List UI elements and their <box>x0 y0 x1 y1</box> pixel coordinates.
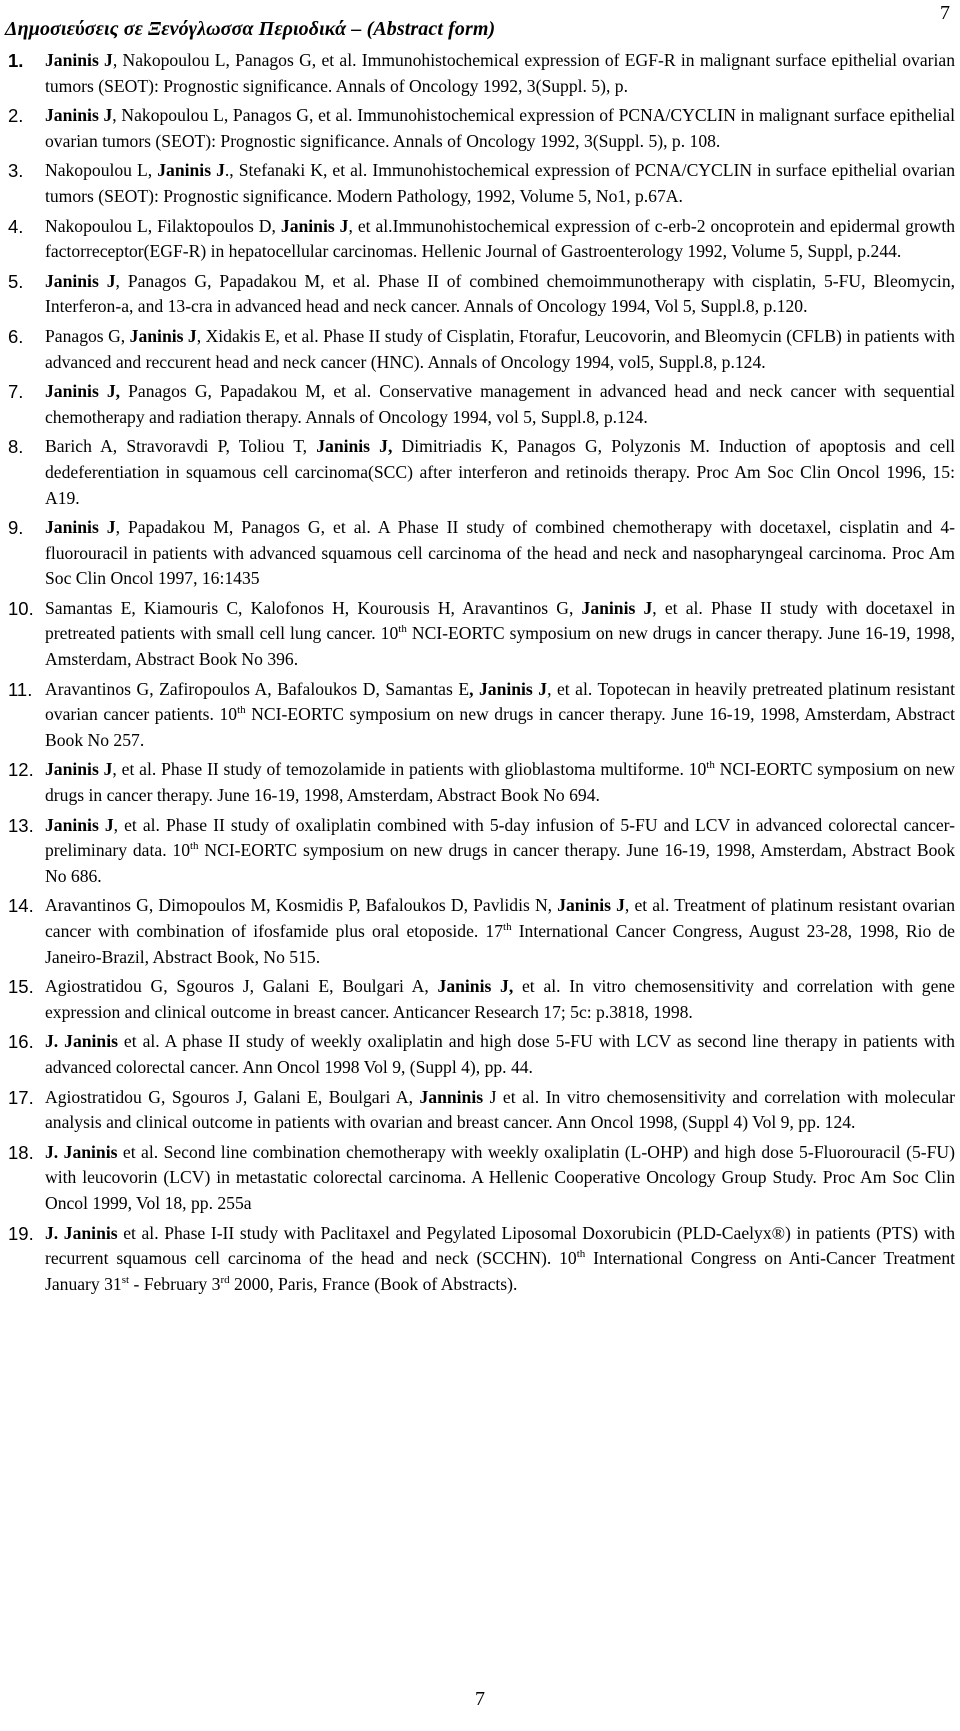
reference-item <box>5 515 955 592</box>
reference-text: , et al. Phase II study with docetaxel in pretreated patients with small cell lung cancer. 10 <box>45 597 955 644</box>
reference-text: NCI-EORTC symposium on new drugs in cancer therapy. June 16-19, 1998, Amsterdam, Abstract Book No 686. <box>45 840 955 886</box>
reference-number: 1. <box>8 50 24 71</box>
reference-text: , Papadakou M, Panagos G, et al. A Phase II study of combined chemotherapy with docetaxel, cisplatin and 4-fluorouracil in patients with advanced squamous cell carcinoma of the head and neck and nasopharyngeal carcinoma. Proc Am Soc Clin Oncol 1997, 16:1435 <box>45 517 955 589</box>
reference-text: - February 3 <box>129 1273 221 1294</box>
reference-text: Panagos G, Papadakou M, et al. Conservative management in advanced head and neck cancer with sequential chemotherapy and radiation therapy. Annals of Oncology 1994, vol 5, Suppl.8, p.124. <box>45 381 955 427</box>
page-number-bottom: 7 <box>475 1688 485 1710</box>
reference-text: et al. Phase I-II study with Paclitaxel and Pegylated Liposomal Doxorubicin (PLD-Caelyx®) in patients (PTS) with recurrent squamous cell carcinoma of the head and neck (SCCHN). 10 <box>45 1222 955 1269</box>
reference-item <box>5 1085 955 1136</box>
author-highlight: Janinis J <box>129 325 197 346</box>
reference-text: International Congress on Anti-Cancer Treatment January 31 <box>45 1248 956 1294</box>
ordinal-suffix: rd <box>220 1273 230 1286</box>
reference-number: 2. <box>8 105 24 127</box>
reference-text: , et al. Phase II study of oxaliplatin combined with 5-day infusion of 5-FU and LCV in advanced colorectal cancer-preliminary data. 10 <box>45 814 955 861</box>
ordinal-suffix: th <box>398 623 407 636</box>
author-highlight: Janinis J <box>45 105 113 126</box>
reference-number: 19. <box>8 1222 34 1244</box>
reference-item <box>5 596 955 673</box>
author-highlight: J. Janinis <box>45 1031 118 1052</box>
reference-item <box>5 974 955 1025</box>
ordinal-suffix: th <box>503 921 512 934</box>
author-highlight: J. Janinis <box>45 1141 118 1162</box>
reference-item <box>5 324 955 375</box>
reference-item <box>5 893 955 970</box>
ordinal-suffix: th <box>237 704 246 717</box>
reference-text: Samantas E, Kiamouris C, Kalofonos H, Kourousis H, Aravantinos G, <box>45 597 582 618</box>
author-highlight: Janinis J, <box>437 976 514 997</box>
author-highlight: Janninis <box>419 1086 484 1107</box>
reference-item <box>5 269 955 320</box>
reference-text: Aravantinos G, Dimopoulos M, Kosmidis P, Bafaloukos D, Pavlidis N, <box>45 895 558 916</box>
ordinal-suffix: th <box>190 840 199 853</box>
reference-number: 4. <box>8 215 24 237</box>
reference-list <box>5 48 955 1301</box>
reference-text: NCI-EORTC symposium on new drugs in cancer therapy. June 16-19, 1998, Amsterdam, Abstract Book No 396. <box>45 623 955 670</box>
reference-text: et al. A phase II study of weekly oxaliplatin and high dose 5-FU with LCV as second line therapy in patients with advanced colorectal cancer. Ann Oncol 1998 Vol 9, (Suppl 4), pp. 44. <box>45 1031 955 1077</box>
reference-number: 10. <box>8 597 34 619</box>
reference-text: Nakopoulou L, Filaktopoulos D, <box>45 215 281 236</box>
reference-item <box>5 379 955 430</box>
reference-number: 14. <box>8 895 34 917</box>
author-highlight: Janinis J <box>557 895 625 916</box>
reference-text: NCI-EORTC symposium on new drugs in cancer therapy. June 16-19, 1998, Amsterdam, Abstract Book No 257. <box>45 704 955 750</box>
page-number-top: 7 <box>940 2 950 24</box>
author-highlight: Janinis J <box>45 50 113 70</box>
reference-text: Agiostratidou G, Sgouros J, Galani E, Boulgari A, <box>45 976 438 997</box>
author-highlight: J. Janinis <box>45 1222 118 1243</box>
reference-text: ., Stefanaki K, et al. Immunohistochemical expression of PCNA/CYCLIN in surface epithelial ovarian tumors (SEOT): Prognostic significance. Modern Pathology, 1992, Volume 5, No1, p.67A. <box>45 160 955 206</box>
ordinal-suffix: th <box>706 759 715 772</box>
reference-text: , et al. Treatment of platinum resistant ovarian cancer with combination of ifosfamide plus oral etoposide. 17 <box>45 895 955 941</box>
reference-number: 18. <box>8 1141 34 1163</box>
reference-item <box>5 214 955 265</box>
author-highlight: Janinis J, <box>45 381 121 402</box>
reference-number: 16. <box>8 1031 34 1053</box>
reference-item <box>5 158 955 209</box>
author-highlight: Janinis J <box>581 597 653 618</box>
reference-text: Panagos G, <box>45 325 130 346</box>
reference-item <box>5 757 955 808</box>
reference-text: et al. Second line combination chemotherapy with weekly oxaliplatin (L-OHP) and high dose 5-Fluorouracil (5-FU) with leucovorin (LCV) in metastatic colorectal carcinoma. A Hellenic Cooperative Oncology Group Study. Proc Am Soc Clin Oncol 1999, Vol 18, pp. 255a <box>45 1141 955 1213</box>
reference-text: Barich A, Stravoravdi P, Toliou T, <box>45 436 317 457</box>
author-highlight: , Janinis J <box>469 678 548 699</box>
reference-text: NCI-EORTC symposium on new drugs in cancer therapy. June 16-19, 1998, Amsterdam, Abstract Book No 694. <box>45 759 955 806</box>
reference-item <box>5 677 955 754</box>
reference-number: 7. <box>8 381 24 403</box>
reference-text: , Nakopoulou L, Panagos G, et al. Immunohistochemical expression of PCNA/CYCLIN in malignant surface epithelial ovarian tumors (SEOT): Prognostic significance. Annals of Oncology 1992, 3(Suppl. 5), p. 108. <box>45 105 955 151</box>
reference-text: , et al.Immunohistochemical expression of c-erb-2 oncoprotein and epidermal growth factorreceptor(EGF-R) in hepatocellular carcinomas. Hellenic Journal of Gastroenterology 1992, Volume 5, Suppl, p.244. <box>45 215 956 262</box>
reference-item <box>5 48 955 99</box>
reference-text: 2000, Paris, France (Book of Abstracts). <box>229 1273 518 1294</box>
reference-text: Nakopoulou L, <box>45 160 158 181</box>
reference-text: , et al. Phase II study of temozolamide in patients with glioblastoma multiforme. 10 <box>112 759 707 780</box>
author-highlight: Janinis J <box>280 215 349 236</box>
author-highlight: Janinis J, <box>316 436 393 457</box>
reference-text: et al. In vitro chemosensitivity and correlation with gene expression and clinical outcome in breast cancer. Anticancer Research 17; 5c: p.3818, 1998. <box>45 976 955 1022</box>
author-highlight: Janinis J <box>45 270 116 291</box>
reference-number: 6. <box>8 325 24 347</box>
reference-item <box>5 1029 955 1080</box>
ordinal-suffix: th <box>576 1248 586 1261</box>
reference-item <box>5 434 955 511</box>
reference-item <box>5 103 955 154</box>
reference-number: 12. <box>8 759 34 781</box>
reference-number: 8. <box>8 436 24 458</box>
reference-number: 3. <box>8 160 24 182</box>
reference-text: , Nakopoulou L, Panagos G, et al. Immunohistochemical expression of EGF-R in malignant surface epithelial ovarian tumors (SEOT): Prognostic significance. Annals of Oncology 1992, 3(Suppl. 5), p. <box>45 50 956 96</box>
reference-number: 17. <box>8 1086 34 1108</box>
reference-text: Aravantinos G, Zafiropoulos A, Bafaloukos D, Samantas E <box>45 678 470 699</box>
reference-item <box>5 813 955 890</box>
reference-item <box>5 1140 955 1217</box>
author-highlight: Janinis J <box>45 814 114 835</box>
reference-text: Agiostratidou G, Sgouros J, Galani E, Boulgari A, <box>45 1086 420 1107</box>
reference-text: , et al. Topotecan in heavily pretreated platinum resistant ovarian cancer patients. 10 <box>45 678 955 725</box>
reference-text: International Cancer Congress, August 23-28, 1998, Rio de Janeiro-Brazil, Abstract Book, No 515. <box>45 921 955 967</box>
reference-text: J et al. In vitro chemosensitivity and correlation with molecular analysis and clinical outcome in patients with ovarian and breast cancer. Ann Oncol 1998, (Suppl 4) Vol 9, pp. 124. <box>45 1086 956 1133</box>
reference-number: 15. <box>8 976 34 998</box>
reference-text: , Panagos G, Papadakou M, et al. Phase II of combined chemoimmunotherapy with cisplatin, 5-FU, Bleomycin, Interferon-a, and 13-cra in advanced head and neck cancer. Annals of Oncology 1994, Vol 5, Suppl.8, p.120. <box>45 270 956 317</box>
reference-item <box>5 1221 955 1298</box>
reference-number: 13. <box>8 814 34 836</box>
author-highlight: Janinis J <box>157 160 225 181</box>
reference-text: Dimitriadis K, Panagos G, Polyzonis M. Induction of apoptosis and cell dedeferentiation in squamous cell carcinoma(SCC) after interferon and retinoids therapy. Proc Am Soc Clin Oncol 1996, 15: A19. <box>45 436 955 508</box>
reference-text: , Xidakis E, et al. Phase II study of Cisplatin, Ftorafur, Leucovorin, and Bleomycin (CFLB) in patients with advanced and reccurent head and neck cancer (HNC). Annals of Oncology 1994, vol5, Suppl.8, p.124. <box>45 325 955 372</box>
author-highlight: Janinis J <box>45 759 113 780</box>
reference-number: 9. <box>8 517 24 539</box>
page-title: Δημοσιεύσεις σε Ξενόγλωσσα Περιοδικά – (Abstract form) <box>5 18 496 40</box>
reference-number: 5. <box>8 270 24 292</box>
ordinal-suffix: st <box>121 1273 130 1286</box>
reference-number: 11. <box>8 678 33 700</box>
author-highlight: Janinis J <box>45 517 116 538</box>
